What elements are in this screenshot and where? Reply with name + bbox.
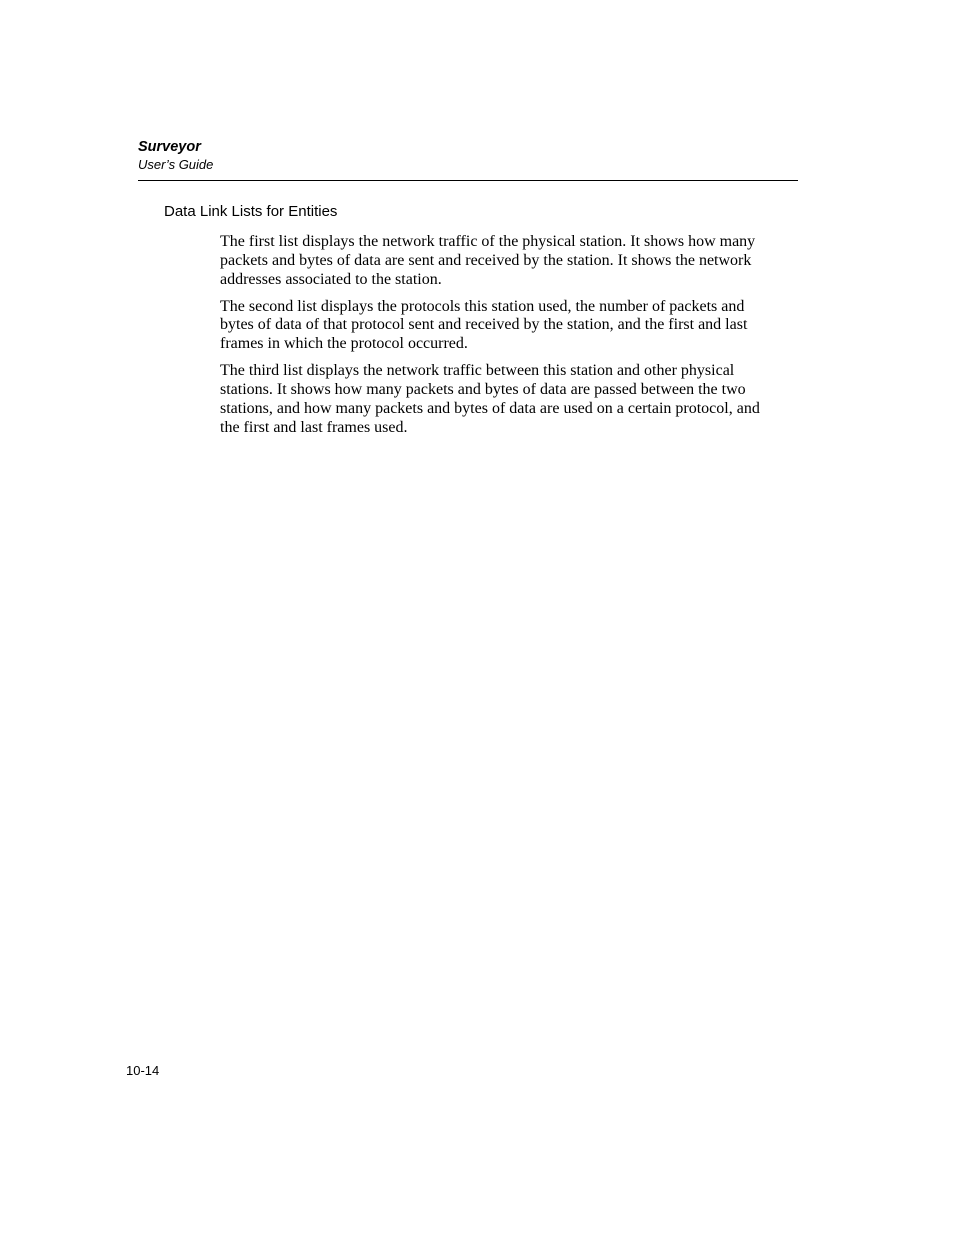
paragraph-third-list: The third list displays the network traffic between this station and other physical stations. It shows how many packets and bytes of data are passed between the two stations, and how many packets and bytes of data are used on a certain protocol, and the first and last frames used. <box>220 362 760 436</box>
page-number: 10-14 <box>126 1063 160 1078</box>
document-title: Surveyor <box>138 139 201 155</box>
header-divider <box>138 180 798 181</box>
section-body <box>220 233 798 446</box>
running-header <box>138 138 213 173</box>
document-subtitle: User’s Guide <box>138 157 214 172</box>
paragraph-second-list: The second list displays the protocols this station used, the number of packets and bytes of data of that protocol sent and received by the station, and the first and last frames in which the protocol occurred. <box>220 297 748 353</box>
section-heading: Data Link Lists for Entities <box>164 203 338 220</box>
paragraph-first-list: The first list displays the network traffic of the physical station. It shows how many packets and bytes of data are sent and received by the station. It shows the network addresses associated to the station. <box>220 233 756 288</box>
